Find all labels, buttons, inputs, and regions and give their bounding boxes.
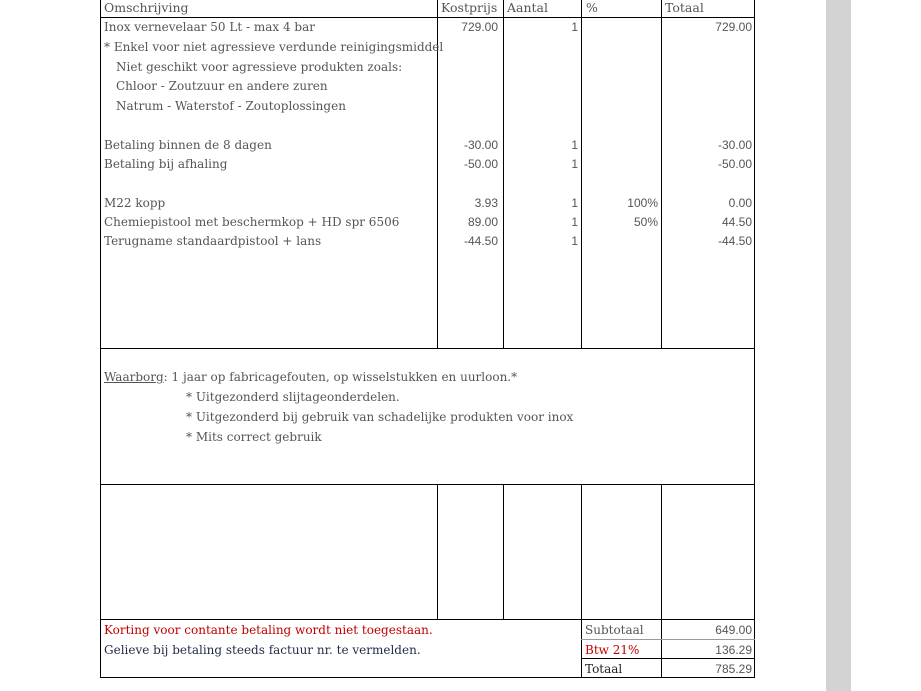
warranty-note: * Uitgezonderd slijtageonderdelen. — [186, 390, 400, 404]
vat-label: Btw 21% — [585, 643, 640, 657]
warranty-line — [104, 370, 517, 384]
row-total: -44.50 — [717, 234, 752, 248]
footer-note-cash-discount: Korting voor contante betaling wordt niet toegestaan. — [104, 623, 433, 637]
header-percent: % — [586, 0, 598, 15]
row-total: 729.00 — [715, 20, 752, 34]
empty-section-bottom — [100, 619, 755, 620]
row-qty: 1 — [571, 138, 578, 152]
row-description: Natrum - Waterstof - Zoutoplossingen — [116, 99, 346, 113]
header-total: Totaal — [665, 0, 704, 15]
items-section-bottom — [100, 348, 755, 349]
row-total: -50.00 — [717, 157, 752, 171]
col-divider-cost-2 — [437, 484, 438, 620]
total-value: 785.29 — [715, 662, 752, 676]
row-description: Betaling bij afhaling — [104, 157, 228, 171]
row-qty: 1 — [571, 234, 578, 248]
header-description: Omschrijving — [104, 0, 189, 15]
table-border-right — [754, 0, 755, 678]
row-description: Terugname standaardpistool + lans — [104, 234, 322, 248]
row-cost: 89.00 — [467, 215, 498, 229]
header-cost: Kostprijs — [441, 0, 498, 15]
total-label: Totaal — [585, 662, 623, 676]
header-divider — [100, 17, 755, 18]
row-description: Inox vernevelaar 50 Lt - max 4 bar — [104, 20, 315, 34]
col-divider-total — [661, 0, 662, 349]
row-percent: 100% — [627, 196, 658, 210]
table-border-left — [100, 0, 101, 678]
warranty-note: * Uitgezonderd bij gebruik van schadelijke produkten voor inox — [186, 410, 574, 424]
col-divider-total-2 — [661, 484, 662, 678]
totals-line-1 — [581, 639, 755, 640]
vat-value: 136.29 — [715, 643, 752, 657]
warranty-section-bottom — [100, 484, 755, 485]
col-divider-qty-2 — [503, 484, 504, 620]
row-cost: -30.00 — [463, 138, 498, 152]
row-qty: 1 — [571, 20, 578, 34]
subtotal-label: Subtotaal — [585, 623, 644, 637]
col-divider-percent-2 — [581, 484, 582, 678]
row-cost: -50.00 — [463, 157, 498, 171]
row-cost: 3.93 — [474, 196, 498, 210]
row-description: Niet geschikt voor agressieve produkten zoals: — [116, 60, 403, 74]
row-description: Betaling binnen de 8 dagen — [104, 138, 272, 152]
row-total: 44.50 — [721, 215, 752, 229]
row-qty: 1 — [571, 196, 578, 210]
row-cost: 729.00 — [461, 20, 498, 34]
row-description: M22 kopp — [104, 196, 166, 210]
warranty-text: : 1 jaar op fabricagefouten, op wisselstukken en uurloon.* — [163, 370, 518, 384]
row-description: * Enkel voor niet agressieve verdunde reinigingsmiddel — [104, 40, 444, 54]
col-divider-qty — [503, 0, 504, 349]
row-percent: 50% — [633, 215, 658, 229]
row-description: Chemiepistool met beschermkop + HD spr 6506 — [104, 215, 400, 229]
footer-note-invoice-number: Gelieve bij betaling steeds factuur nr. te vermelden. — [104, 643, 421, 657]
row-qty: 1 — [571, 215, 578, 229]
subtotal-value: 649.00 — [715, 623, 752, 637]
table-border-bottom — [100, 677, 755, 678]
row-total: 0.00 — [728, 196, 752, 210]
col-divider-percent — [581, 0, 582, 349]
header-qty: Aantal — [507, 0, 549, 15]
warranty-label: Waarborg — [104, 370, 164, 384]
row-cost: -44.50 — [463, 234, 498, 248]
row-total: -30.00 — [717, 138, 752, 152]
warranty-note: * Mits correct gebruik — [186, 430, 322, 444]
row-qty: 1 — [571, 157, 578, 171]
row-description: Chloor - Zoutzuur en andere zuren — [116, 79, 328, 93]
totals-line-2 — [581, 658, 755, 659]
